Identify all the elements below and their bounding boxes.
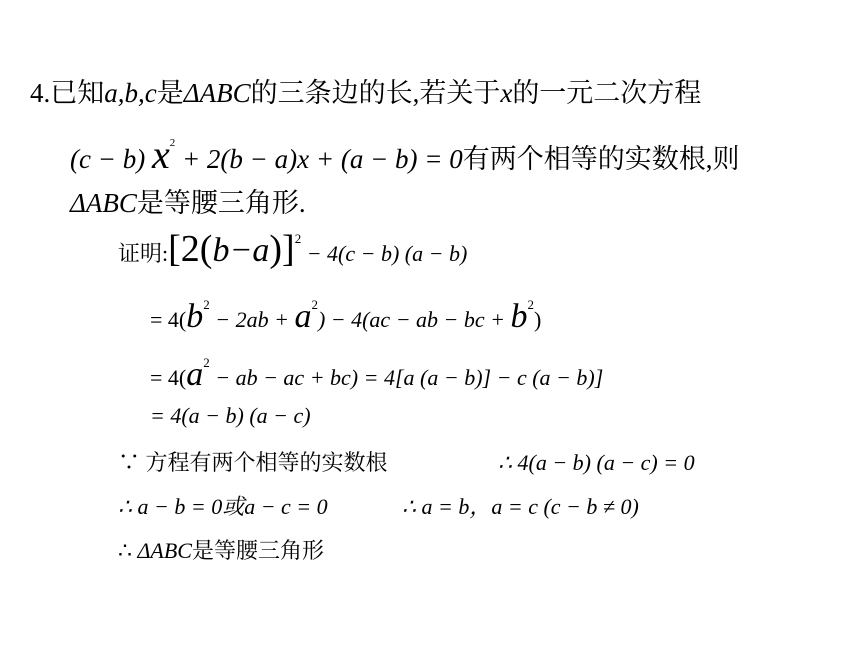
proof-step-5-because: ∵ 方程有两个相等的实数根 <box>118 450 388 475</box>
step1-bracket-close: ] <box>282 228 295 270</box>
step2-exp2: 2 <box>311 297 318 312</box>
step2-a: a <box>294 298 312 335</box>
conclusion-triangle: ΔABC <box>137 538 192 563</box>
step2-exp1: 2 <box>203 297 210 312</box>
step2-start: = 4( <box>150 307 187 332</box>
step2-b: b <box>186 298 204 335</box>
conclusion-tail: 是等腰三角形 <box>191 538 324 563</box>
step3-exp: 2 <box>203 355 210 370</box>
step1-inner-close: ) <box>269 228 283 270</box>
problem-x: x <box>500 78 513 108</box>
equation-tail: 有两个相等的实数根,则 <box>462 144 740 174</box>
problem-number: 4. <box>30 78 51 108</box>
proof-conclusion <box>118 540 324 562</box>
proof-step-1 <box>118 230 467 268</box>
step1-exponent: 2 <box>294 231 302 246</box>
step2-exp3: 2 <box>527 297 535 312</box>
step1-rest: − 4(c − b) (a − b) <box>306 241 468 266</box>
step3-start: = 4( <box>150 365 187 390</box>
equation-open: (c − b) <box>70 144 146 174</box>
step1-inner-var: b−a <box>212 232 270 269</box>
problem-triangle: ΔABC <box>183 78 251 108</box>
step2-b2: b <box>510 298 528 335</box>
proof-label: 证明: <box>118 241 169 266</box>
problem-rest: 的三条边的长,若关于 <box>250 78 501 108</box>
problem-line-1 <box>30 80 701 107</box>
step2-mid2: ) − 4(ac − ab − bc + <box>317 307 506 332</box>
problem-line-2 <box>70 132 740 177</box>
proof-step-6-right: ∴ a = b，a = c (c − b ≠ 0) <box>402 494 639 519</box>
proof-step-6-left: ∴ a − b = 0或a − c = 0 <box>118 494 328 519</box>
problem-lead: 已知 <box>50 78 105 108</box>
proof-step-5-therefore: ∴ 4(a − b) (a − c) = 0 <box>498 450 695 475</box>
proof-step-2 <box>150 297 542 335</box>
step3-a: a <box>186 356 204 393</box>
step1-bracket-open: [ <box>168 228 181 270</box>
problem-line3-triangle: ΔABC <box>70 188 137 218</box>
problem-vars: a,b,c <box>104 78 157 108</box>
problem-tail: 的一元二次方程 <box>512 78 702 108</box>
step2-mid: − 2ab + <box>215 307 289 332</box>
problem-is: 是 <box>156 78 184 108</box>
equation-x: x <box>151 132 170 177</box>
equation-middle: + 2(b − a)x + (a − b) = 0 <box>181 144 463 174</box>
step2-end: ) <box>534 307 542 332</box>
step1-inner-open: 2( <box>180 228 213 270</box>
proof-step-4: = 4(a − b) (a − c) <box>150 403 311 428</box>
conclusion-prefix: ∴ <box>118 538 132 563</box>
equation-exponent: 2 <box>169 137 176 149</box>
problem-line-3 <box>70 190 306 217</box>
problem-line3-tail: 是等腰三角形. <box>136 188 306 218</box>
proof-step-3 <box>150 355 604 393</box>
step3-rest: − ab − ac + bc) = 4[a (a − b)] − c (a − b)] <box>215 365 604 390</box>
